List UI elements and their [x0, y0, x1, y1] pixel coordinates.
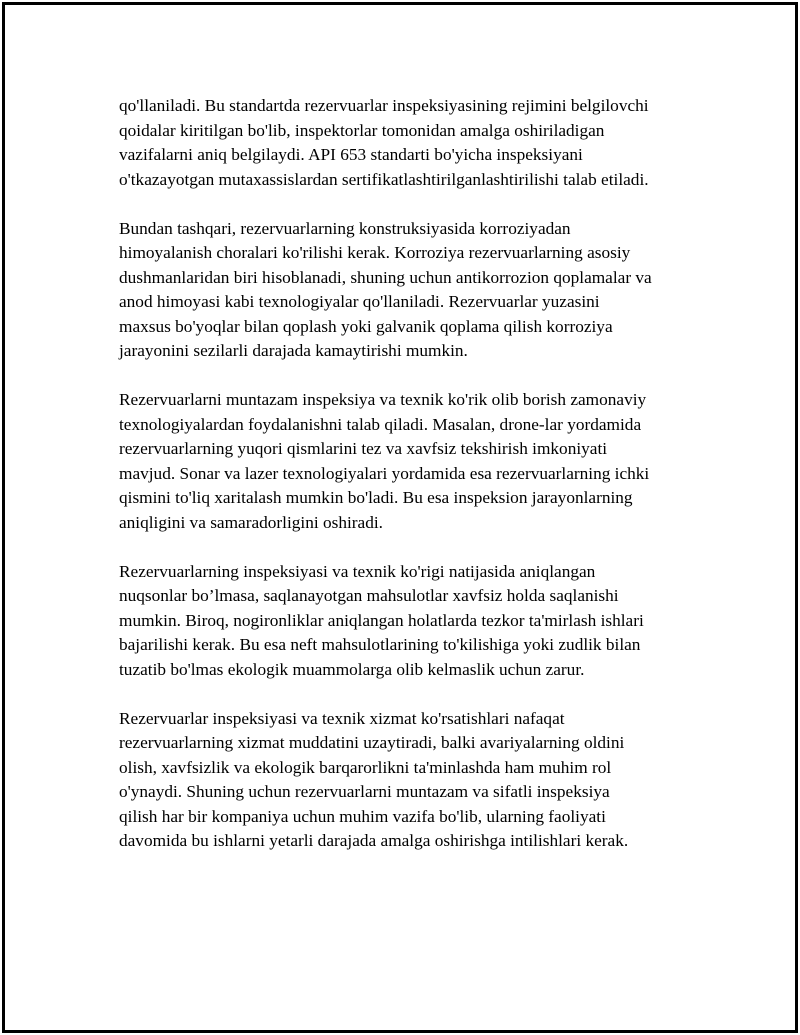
- paragraph-3: Rezervuarlarni muntazam inspeksiya va texnik ko'rik olib borish zamonaviy texnologiyalardan foydalanishni talab qiladi. Masalan, drone-lar yordamida rezervuarlarning yuqori qismlarini tez va xavfsiz tekshirish imkoniyati mavjud. Sonar va lazer texnologiyalari yordamida esa rezervuarlarning ichki qismini to'liq xaritalash mumkin bo'ladi. Bu esa inspeksion jarayonlarning aniqligini va samaradorligini oshiradi.: [119, 390, 650, 532]
- paragraph-4: Rezervuarlarning inspeksiyasi va texnik ko'rigi natijasida aniqlangan nuqsonlar bo’lmasa, saqlanayotgan mahsulotlar xavfsiz holda saqlanishi mumkin. Biroq, nogironliklar aniqlangan holatlarda tezkor ta'mirlash ishlari bajarilishi kerak. Bu esa neft mahsulotlarining to'kilishiga yoki zudlik bilan tuzatib bo'lmas ekologik muammolarga olib kelmaslik uchun zarur.: [119, 561, 644, 679]
- paragraph-1: qo'llaniladi. Bu standartda rezervuarlar inspeksiyasining rejimini belgilovchi qoidalar kiritilgan bo'lib, inspektorlar tomonidan amalga oshiriladigan vazifalarni aniq belgilaydi. API 653 standarti bo'yicha inspeksiyani o'tkazayotgan mutaxassislardan sertifikatlashtirilganlashtirilishi talab etiladi.: [119, 96, 649, 189]
- paragraph-2: Bundan tashqari, rezervuarlarning konstruksiyasida korroziyadan himoyalanish choralari ko'rilishi kerak. Korroziya rezervuarlarning asosiy dushmanlaridan biri hisoblanadi, shuning uchun antikorrozion qoplamalar va anod himoyasi kabi texnologiyalar qo'llaniladi. Rezervuarlar yuzasini maxsus bo'yoqlar bilan qoplash yoki galvanik qoplama qilish korroziya jarayonini sezilarli darajada kamaytirishi mumkin.: [119, 218, 652, 360]
- document-body: [119, 94, 679, 878]
- paragraph-5: Rezervuarlar inspeksiyasi va texnik xizmat ko'rsatishlari nafaqat rezervuarlarning xizmat muddatini uzaytiradi, balki avariyalarning oldini olish, xavfsizlik va ekologik barqarorlikni ta'minlashda ham muhim rol o'ynaydi. Shuning uchun rezervuarlarni muntazam va sifatli inspeksiya qilish har bir kompaniya uchun muhim vazifa bo'lib, ularning faoliyati davomida bu ishlarni yetarli darajada amalga oshirishga intilishlari kerak.: [119, 708, 629, 850]
